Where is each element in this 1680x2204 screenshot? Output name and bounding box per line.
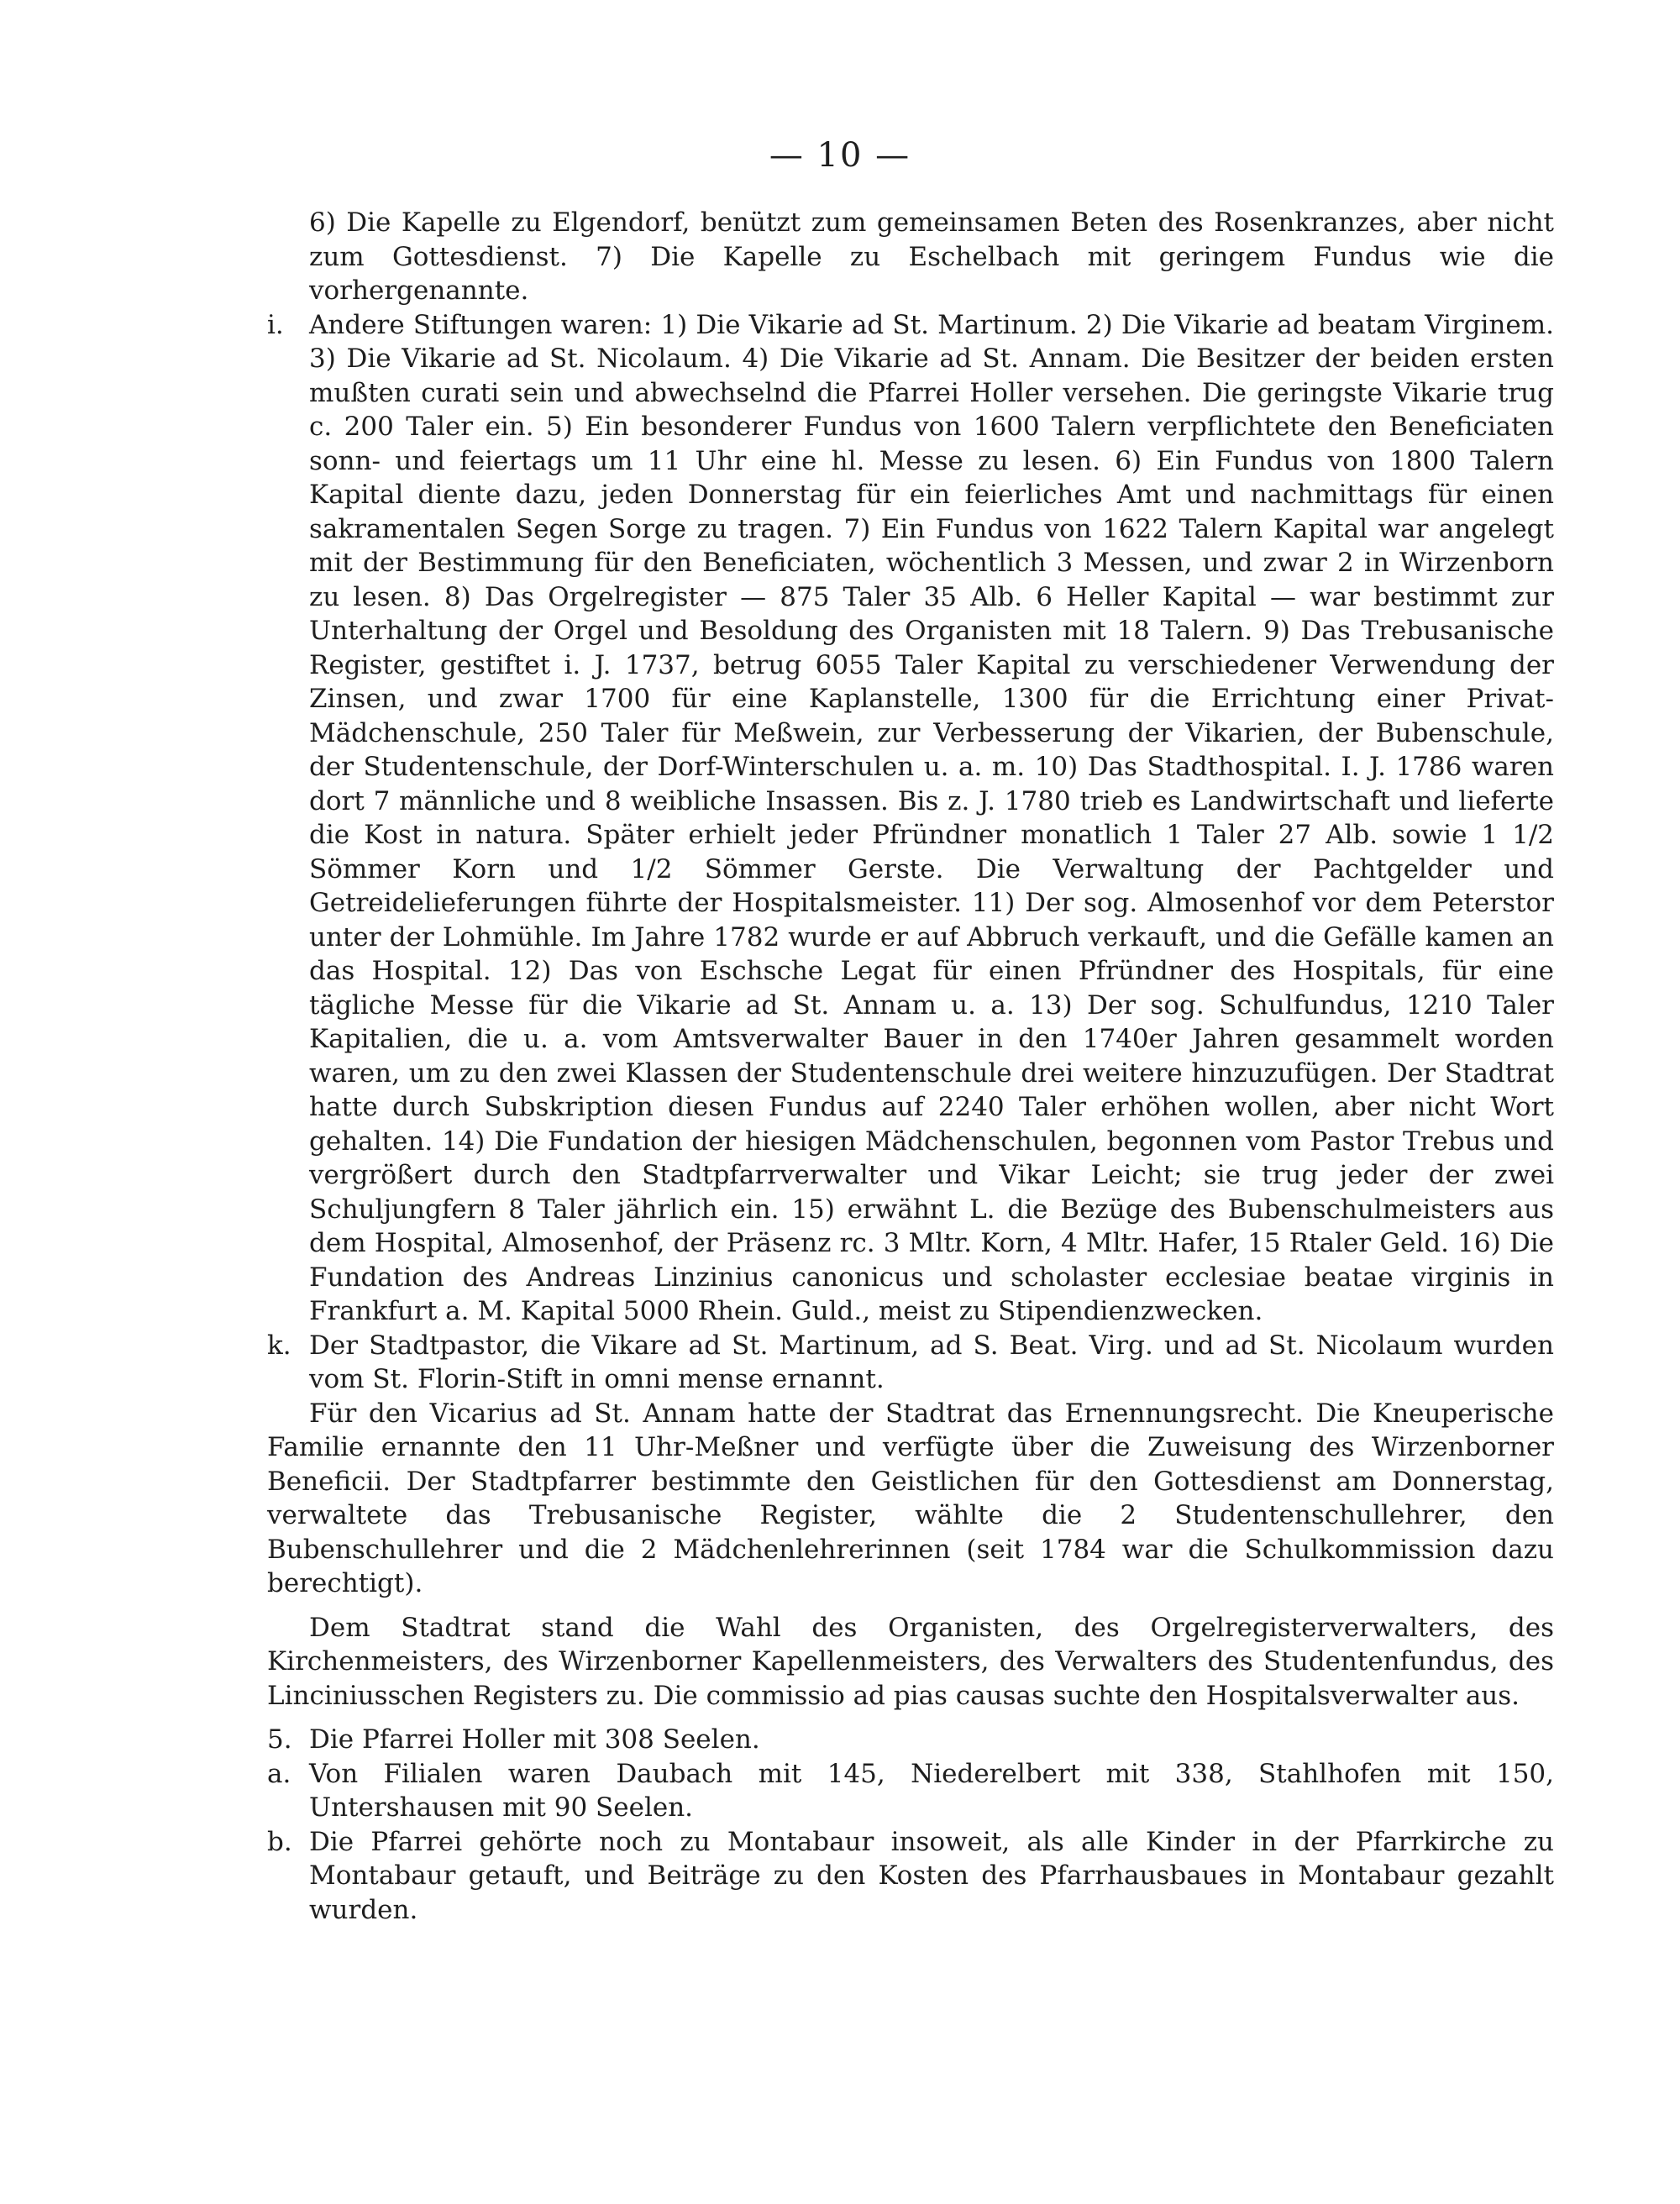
list-marker: k.: [267, 1330, 291, 1361]
list-marker: i.: [267, 309, 284, 340]
list-marker: a.: [267, 1758, 291, 1789]
list-marker: b.: [267, 1826, 292, 1857]
list-marker: 5.: [267, 1724, 292, 1755]
list-item-text: Von Filialen waren Daubach mit 145, Niederelbert mit 338, Stahlhofen mit 150, Untershausen mit 90 Seelen.: [309, 1758, 1554, 1823]
list-item-text: Die Pfarrei Holler mit 308 Seelen.: [309, 1724, 760, 1755]
paragraph-vicarius: Für den Vicarius ad St. Annam hatte der Stadtrat das Ernennungsrecht. Die Kneuperische Familie ernannte den 11 Uhr-Meßner und verfügte über die Zuweisung des Wirzenborner Beneficii. Der Stadtpfarrer bestimmte den Geistlichen für den Gottesdienst am Donnerstag, verwaltete das Trebusanische Register, wählte die 2 Studentenschullehrer, den Bubenschullehrer und die 2 Mädchenlehrerinnen (seit 1784 war die Schulkommission dazu berechtigt).: [267, 1398, 1554, 1598]
list-item-text: Der Stadtpastor, die Vikare ad St. Martinum, ad S. Beat. Virg. und ad St. Nicolaum wurden vom St. Florin-Stift in omni mense ernannt.: [309, 1330, 1554, 1394]
paragraph-stadtrat: Dem Stadtrat stand die Wahl des Organisten, des Orgelregisterverwalters, des Kirchenmeisters, des Wirzenborner Kapellenmeisters, des Verwalters des Studentenfundus, des Linciniusschen Registers zu. Die commissio ad pias causas suchte den Hospitalsverwalter aus.: [267, 1612, 1554, 1711]
list-item-5: [267, 1723, 1554, 1757]
list-item-b: [267, 1825, 1554, 1928]
list-item-text: Andere Stiftungen waren: 1) Die Vikarie ad St. Martinum. 2) Die Vikarie ad beatam Virginem. 3) Die Vikarie ad St. Nicolaum. 4) Die Vikarie ad St. Annam. Die Besitzer der beiden ersten mußten curati sein und abwechselnd die Pfarrei Holler versehen. Die geringste Vikarie trug c. 200 Taler ein. 5) Ein besonderer Fundus von 1600 Talern verpflichtete den Beneficiaten sonn- und feiertags um 11 Uhr eine hl. Messe zu lesen. 6) Ein Fundus von 1800 Talern Kapital diente dazu, jeden Donnerstag für ein feierliches Amt und nachmittags für einen sakramentalen Segen Sorge zu tragen. 7) Ein Fundus von 1622 Talern Kapital war angelegt mit der Bestimmung für den Beneficiaten, wöchentlich 3 Messen, und zwar 2 in Wirzenborn zu lesen. 8) Das Orgelregister — 875 Taler 35 Alb. 6 Heller Kapital — war bestimmt zur Unterhaltung der Orgel und Besoldung des Organisten mit 18 Talern. 9) Das Trebusanische Register, gestiftet i. J. 1737, betrug 6055 Taler Kapital zu verschiedener Verwendung der Zinsen, und zwar 1700 für eine Kaplanstelle, 1300 für die Errichtung einer Privat-Mädchenschule, 250 Taler für Meßwein, zur Verbesserung der Vikarien, der Bubenschule, der Studentenschule, der Dorf-Winterschulen u. a. m. 10) Das Stadthospital. I. J. 1786 waren dort 7 männliche und 8 weibliche Insassen. Bis z. J. 1780 trieb es Landwirtschaft und lieferte die Kost in natura. Später erhielt jeder Pfründner monatlich 1 Taler 27 Alb. sowie 1 1/2 Sömmer Korn und 1/2 Sömmer Gerste. Die Verwaltung der Pachtgelder und Getreidelieferungen führte der Hospitalsmeister. 11) Der sog. Almosenhof vor dem Peterstor unter der Lohmühle. Im Jahre 1782 wurde er auf Abbruch verkauft, und die Gefälle kamen an das Hospital. 12) Das von Eschsche Legat für einen Pfründner des Hospitals, für eine tägliche Messe für die Vikarie ad St. Annam u. a. 13) Der sog. Schulfundus, 1210 Taler Kapitalien, die u. a. vom Amtsverwalter Bauer in den 1740er Jahren gesammelt worden waren, um zu den zwei Klassen der Studentenschule drei weitere hinzuzufügen. Der Stadtrat hatte durch Subskription diesen Fundus auf 2240 Taler erhöhen wollen, aber nicht Wort gehalten. 14) Die Fundation der hiesigen Mädchenschulen, begonnen vom Pastor Trebus und vergrößert durch den Stadtpfarrverwalter und Vikar Leicht; sie trug jeder der zwei Schuljungfern 8 Taler jährlich ein. 15) erwähnt L. die Bezüge des Bubenschulmeisters aus dem Hospital, Almosenhof, der Präsenz rc. 3 Mltr. Korn, 4 Mltr. Hafer, 15 Rtaler Geld. 16) Die Fundation des Andreas Linzinius canonicus und scholaster ecclesiae beatae virginis in Frankfurt a. M. Kapital 5000 Rhein. Guld., meist zu Stipendienzwecken.: [309, 309, 1554, 1326]
text-block: [267, 206, 1554, 1927]
paragraph-h-continued: 6) Die Kapelle zu Elgendorf, benützt zum gemeinsamen Beten des Rosenkranzes, aber nicht zum Gottesdienst. 7) Die Kapelle zu Eschelbach mit geringem Fundus wie die vorhergenannte.: [309, 207, 1554, 306]
page-number: — 10 —: [769, 136, 911, 175]
list-item-a: [267, 1757, 1554, 1825]
list-item-i: [267, 308, 1554, 1329]
list-item-k: [267, 1329, 1554, 1397]
list-item-text: Die Pfarrei gehörte noch zu Montabaur insoweit, als alle Kinder in der Pfarrkirche zu Montabaur getauft, und Beiträge zu den Kosten des Pfarrhausbaues in Montabaur gezahlt wurden.: [309, 1826, 1554, 1925]
